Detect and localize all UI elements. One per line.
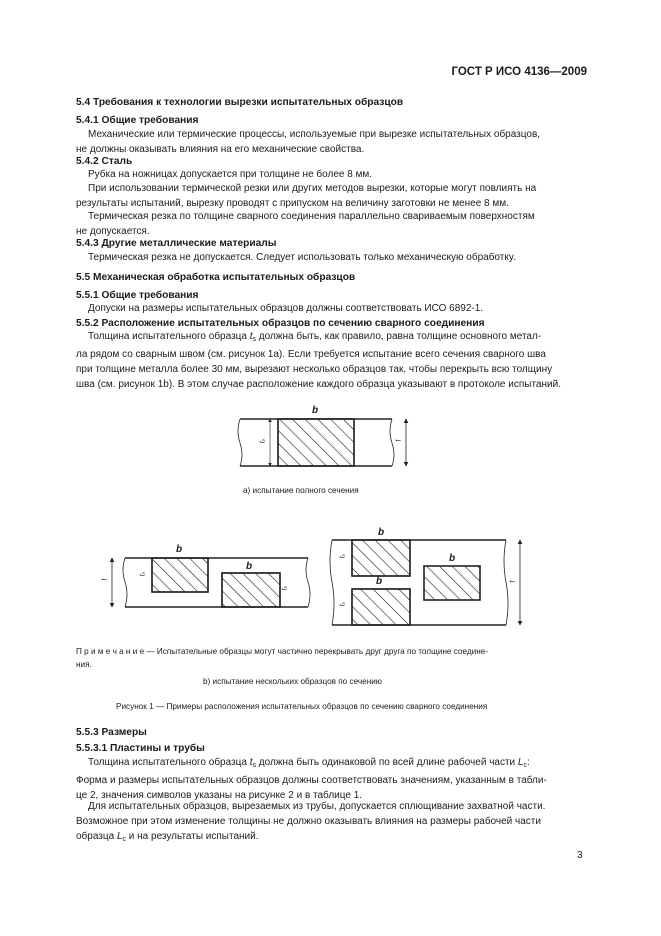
- section-5-4-3-title: 5.4.3 Другие металлические материалы: [76, 238, 277, 249]
- text-line: це 2, значения символов указаны на рисунке 2 и в таблице 1.: [76, 790, 363, 801]
- text-line: Возможное при этом изменение толщины не должно оказывать влияния на размеры рабочей части: [76, 816, 541, 827]
- label-ts: tₛ: [339, 553, 347, 559]
- label-b: b: [376, 576, 383, 587]
- figure-a-specimen: [278, 419, 354, 466]
- text-span: должна быть, как правило, равна толщине основного метал-: [256, 331, 542, 342]
- symbol-subscript: c: [122, 836, 127, 843]
- section-5-4-title: 5.4 Требования к технологии вырезки испытательных образцов: [76, 97, 404, 108]
- paragraph-5-5-3-1: [76, 755, 584, 803]
- symbol-L: L: [116, 831, 123, 842]
- text-line: П р и м е ч а н и е — Испытательные образцы могут частично перекрывать друг друга по толщине соедине-: [76, 647, 489, 656]
- symbol-t: t: [249, 757, 253, 768]
- figure-b-left-specimen-top: [152, 558, 208, 592]
- text-line: [76, 755, 584, 773]
- label-ts: tₛ: [339, 601, 347, 607]
- figure-b-right-specimen-bottom: [352, 589, 410, 625]
- symbol-subscript: s: [252, 336, 257, 343]
- page-number: 3: [577, 850, 583, 861]
- label-ts: tₛ: [281, 585, 289, 591]
- label-t: t: [395, 439, 403, 442]
- text-line: Механические или термические процессы, используемые при вырезке испытательных образцов,: [88, 129, 541, 140]
- symbol-subscript: s: [252, 762, 257, 769]
- figure-caption: Рисунок 1 — Примеры расположения испытательных образцов по сечению сварного соединения: [116, 702, 488, 711]
- text-span: и на результаты испытаний.: [126, 831, 259, 842]
- label-b: b: [176, 544, 183, 555]
- figure-b-right-specimen-top: [352, 540, 410, 576]
- label-b: b: [449, 553, 456, 564]
- text-line: не должны оказывать влияния на его механические свойства.: [76, 144, 365, 155]
- text-line: шва (см. рисунок 1b). В этом случае расположение каждого образца указывают в протоколе испытаний.: [76, 379, 561, 390]
- text-line: Рубка на ножницах допускается при толщине не более 8 мм.: [88, 169, 373, 180]
- document-header: ГОСТ Р ИСО 4136—2009: [451, 66, 587, 78]
- text-span: :: [526, 757, 530, 768]
- text-line: Термическая резка по толщине сварного соединения параллельно свариваемым поверхностям: [88, 211, 535, 222]
- label-ts: tₛ: [139, 571, 147, 577]
- label-t: t: [101, 578, 109, 581]
- figure-note: [76, 645, 584, 671]
- text-line: Термическая резка не допускается. Следует использовать только механическую обработку.: [88, 252, 516, 263]
- symbol-L: L: [517, 757, 524, 768]
- label-b: b: [312, 405, 319, 416]
- section-5-4-2-title: 5.4.2 Сталь: [76, 156, 133, 167]
- text-line: Форма и размеры испытательных образцов должны соответствовать значениям, указанным в табли-: [76, 775, 547, 786]
- label-ts: tₛ: [259, 438, 267, 444]
- section-5-5-title: 5.5 Механическая обработка испытательных образцов: [76, 272, 356, 283]
- figure-b-left-plate: [123, 558, 310, 607]
- section-5-4-1-title: 5.4.1 Общие требования: [76, 115, 199, 126]
- text-line: при толщине металла более 30 мм, вырезают несколько образцов так, чтобы перекрыть всю толщину: [76, 364, 553, 375]
- text-line: результаты испытаний, вырезку проводят с припуском на величину заготовки не менее 8 мм.: [76, 198, 509, 209]
- text-span: образца: [76, 831, 117, 842]
- text-span: Толщина испытательного образца: [88, 331, 250, 342]
- label-t: t: [509, 580, 517, 583]
- symbol-subscript: c: [523, 762, 527, 769]
- text-line: При использовании термической резки или других методов вырезки, которые могут повлиять на: [88, 183, 537, 194]
- text-line: Допуски на размеры испытательных образцов должны соответствовать ИСО 6892-1.: [88, 303, 484, 314]
- text-span: Толщина испытательного образца: [88, 757, 250, 768]
- text-line: ла рядом со сварным швом (см. рисунок 1a). Если требуется испытание всего сечения сварного шва: [76, 349, 546, 360]
- label-b: b: [378, 527, 385, 538]
- paragraph-5-5-3-1-b: [76, 799, 584, 847]
- section-5-5-1-title: 5.5.1 Общие требования: [76, 290, 199, 301]
- section-5-5-2-title: 5.5.2 Расположение испытательных образцов по сечению сварного соединения: [76, 318, 485, 329]
- label-b: b: [246, 561, 253, 572]
- text-span: должна быть одинаковой по всей длине рабочей части: [256, 757, 518, 768]
- figure-b-right-specimen-middle: [424, 566, 480, 600]
- section-5-5-3-title: 5.5.3 Размеры: [76, 727, 147, 738]
- text-line: не допускается.: [76, 226, 150, 237]
- text-line: ния.: [76, 660, 92, 669]
- text-line: Для испытательных образцов, вырезаемых из трубы, допускается сплющивание захватной части.: [88, 801, 546, 812]
- symbol-t: t: [249, 331, 253, 342]
- caption-b: b) испытание нескольких образцов по сечению: [203, 677, 382, 686]
- figure-b-left-specimen-bottom: [222, 573, 280, 607]
- section-5-5-3-1-title: 5.5.3.1 Пластины и трубы: [76, 743, 205, 754]
- caption-a: а) испытание полного сечения: [243, 486, 359, 495]
- text-line: [76, 829, 584, 847]
